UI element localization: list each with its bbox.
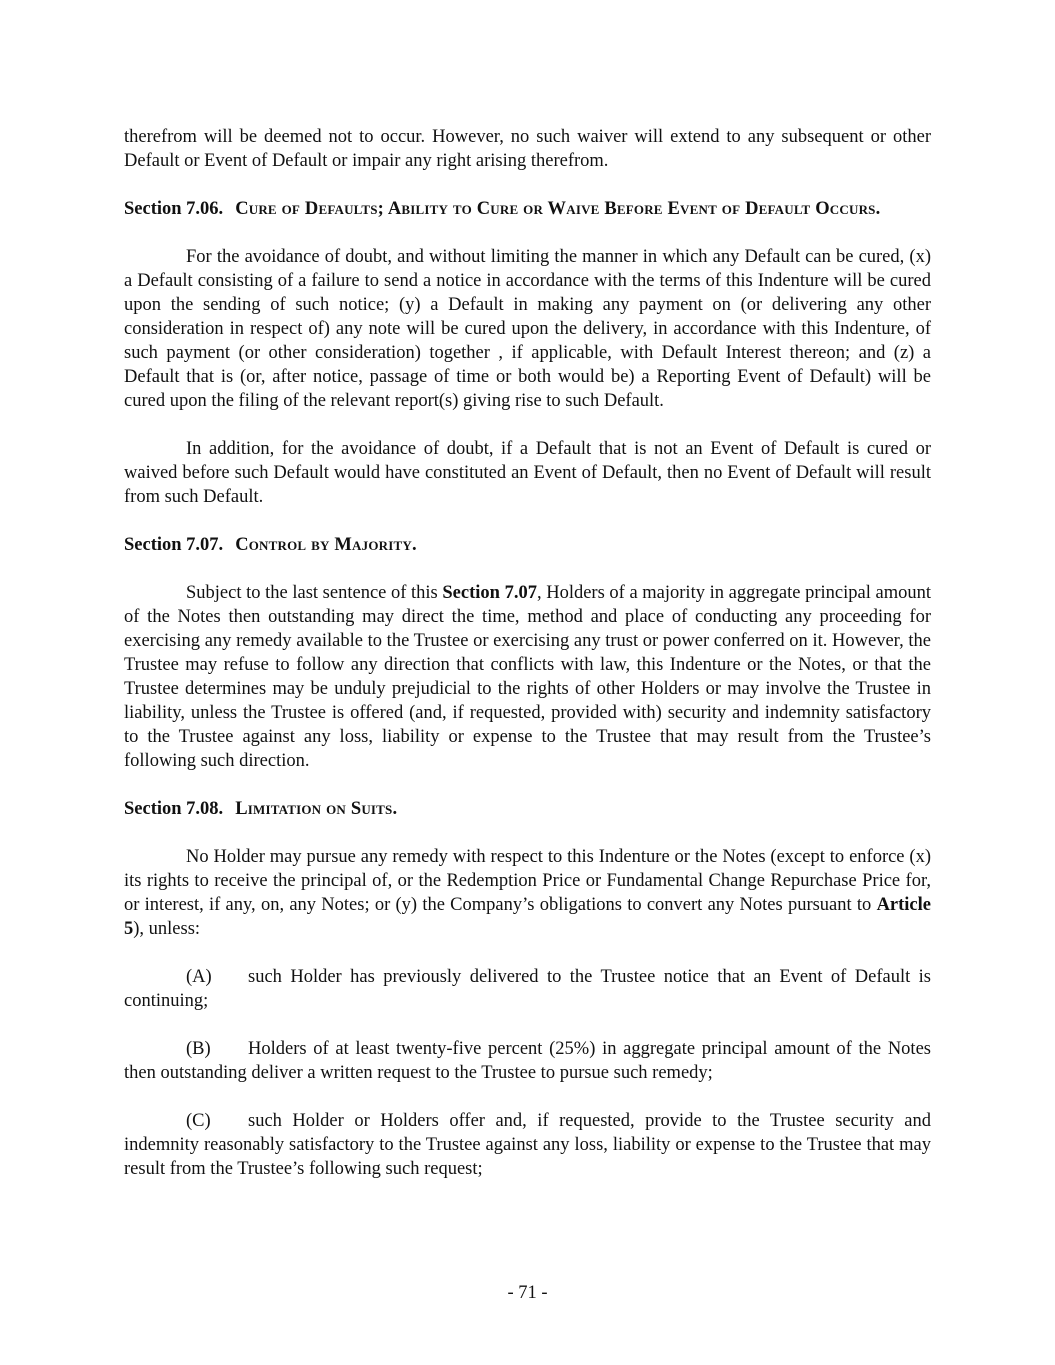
list-item-label: (A): [186, 967, 212, 987]
text-run: No Holder may pursue any remedy with respect to this Indenture or the Notes (except to enforce (x) its rights to receive the principal of, or the Redemption Price or Fundamental Change Repurchase Price for, or interest, if any, on, any Notes; or (y) the Company’s obligations to convert any Notes pursuant to: [124, 847, 931, 915]
text-run: , Holders of a majority in aggregate principal amount of the Notes then outstanding may direct the time, method and place of conducting any proceeding for exercising any remedy available to the Trustee or exercising any trust or power conferred on it. However, the Trustee may refuse to follow any direction that conflicts with law, this Indenture or the Notes, or that the Trustee determines may be unduly prejudicial to the rights of other Holders or may involve the Trustee in liability, unless the Trustee is offered (and, if requested, provided with) security and indemnity satisfactory to the Trustee against any loss, liability or expense to the Trustee that may result from the Trustee’s following such direction.: [124, 583, 931, 771]
text-run: Subject to the last sentence of this: [186, 583, 443, 603]
section-title: Control by Majority.: [235, 535, 417, 555]
text-run: ), unless:: [133, 919, 201, 939]
section-number: Section 7.06.: [124, 199, 224, 219]
list-item-text: such Holder or Holders offer and, if requested, provide to the Trustee security and indemnity reasonably satisfactory to the Trustee against any loss, liability or expense to the Trustee that may result from the Trustee’s following such request;: [124, 1111, 931, 1179]
section-7-06-heading: [124, 197, 931, 221]
section-number: Section 7.08.: [124, 799, 224, 819]
list-item-text: such Holder has previously delivered to the Trustee notice that an Event of Default is continuing;: [124, 967, 931, 1011]
cross-reference: Section 7.07: [442, 583, 537, 603]
continuation-paragraph: therefrom will be deemed not to occur. However, no such waiver will extend to any subsequent or other Default or Event of Default or impair any right arising therefrom.: [124, 127, 931, 171]
list-item-label: (B): [186, 1039, 211, 1059]
list-item-text: Holders of at least twenty-five percent (25%) in aggregate principal amount of the Notes then outstanding deliver a written request to the Trustee to pursue such remedy;: [124, 1039, 931, 1083]
list-item: [124, 1037, 931, 1085]
section-7-07-paragraph-1: [124, 581, 931, 773]
section-number: Section 7.07.: [124, 535, 224, 555]
section-7-06-paragraph-2: In addition, for the avoidance of doubt, if a Default that is not an Event of Default is cured or waived before such Default would have constituted an Event of Default, then no Event of Default will result from such Default.: [124, 439, 931, 507]
section-title: Limitation on Suits.: [235, 799, 398, 819]
list-item: [124, 1109, 931, 1181]
section-7-08-paragraph-1: [124, 845, 931, 941]
section-7-08-heading: [124, 797, 931, 821]
section-7-06-paragraph-1: For the avoidance of doubt, and without limiting the manner in which any Default can be cured, (x) a Default consisting of a failure to send a notice in accordance with the terms of this Indenture will be cured upon the sending of such notice; (y) a Default in making any payment on (or delivering any other consideration in respect of) any note will be cured upon the delivery, in accordance with this Indenture, of such payment (or other consideration) together , if applicable, with Default Interest thereon; and (z) a Default that is (or, after notice, passage of time or both would be) a Reporting Event of Default) will be cured upon the filing of the relevant report(s) giving rise to such Default.: [124, 247, 931, 411]
section-title: Cure of Defaults; Ability to Cure or Waive Before Event of Default Occurs.: [235, 199, 881, 219]
list-item: [124, 965, 931, 1013]
page-number: - 71 -: [507, 1283, 548, 1303]
list-item-label: (C): [186, 1111, 211, 1131]
cross-reference: Article 5: [124, 895, 931, 939]
section-7-07-heading: [124, 533, 931, 557]
